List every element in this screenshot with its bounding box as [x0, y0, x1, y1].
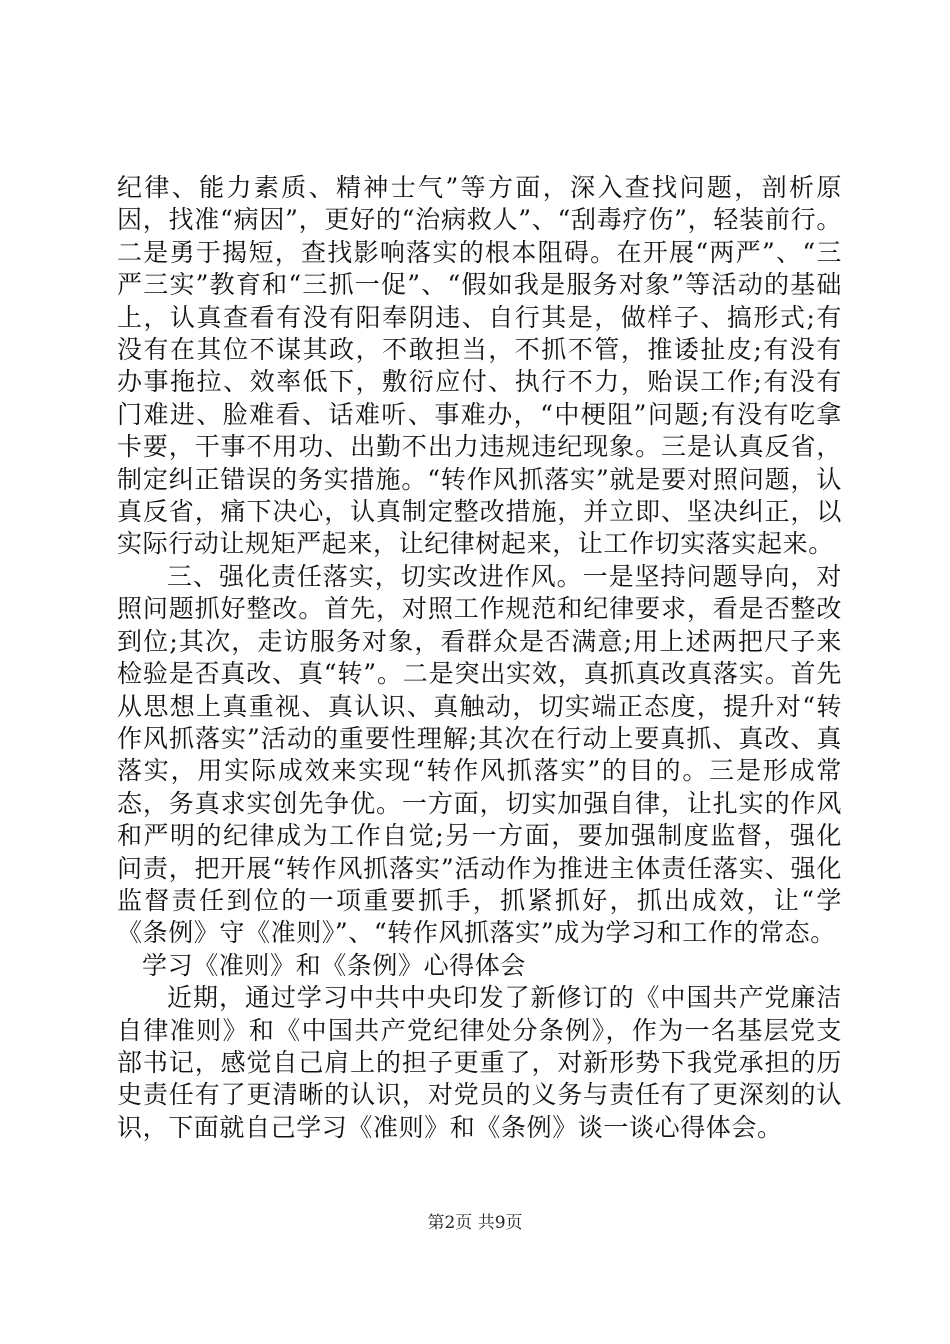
article-title: 学习《准则》和《条例》心得体会	[142, 950, 527, 980]
paragraph-continuation: 纪律、能力素质、精神士气”等方面，深入查找问题，剖析原因，找准“病因”，更好的“治病救人”、“刮毒疗伤”，轻装前行。二是勇于揭短，查找影响落实的根本阻碍。在开展“两严”、“三严三实”教育和“三抓一促”、“假如我是服务对象”等活动的基础上，认真查看有没有阳奉阴违、自行其是，做样子、搞形式;有没有在其位不谋其政，不敢担当，不抓不管，推诿扯皮;有没有办事拖拉、效率低下，敷衍应付、执行不力，贻误工作;有没有门难进、脸难看、话难听、事难办，“中梗阻”问题;有没有吃拿卡要，干事不用功、出勤不出力违规违纪现象。三是认真反省，制定纠正错误的务实措施。“转作风抓落实”就是要对照问题，认真反省，痛下决心，认真制定整改措施，并立即、坚决纠正，以实际行动让规矩严起来，让纪律树起来，让工作切实落实起来。	[117, 173, 842, 559]
paragraph-intro: 近期，通过学习中共中央印发了新修订的《中国共产党廉洁自律准则》和《中国共产党纪律处分条例》，作为一名基层党支部书记，感觉自己肩上的担子更重了，对新形势下我党承担的历史责任有了更清晰的认识，对党员的义务与责任有了更深刻的认识，下面就自己学习《准则》和《条例》谈一谈心得体会。	[117, 983, 842, 1142]
paragraph-section-three: 三、强化责任落实，切实改进作风。一是坚持问题导向，对照问题抓好整改。首先，对照工作规范和纪律要求，看是否整改到位;其次，走访服务对象，看群众是否满意;用上述两把尺子来检验是否真改、真“转”。二是突出实效，真抓真改真落实。首先从思想上真重视、真认识、真触动，切实端正态度，提升对“转作风抓落实”活动的重要性理解;其次在行动上要真抓、真改、真落实，用实际成效来实现“转作风抓落实”的目的。三是形成常态，务真求实创先争优。一方面，切实加强自律，让扎实的作风和严明的纪律成为工作自觉;另一方面，要加强制度监督，强化问责，把开展“转作风抓落实”活动作为推进主体责任落实、强化监督责任到位的一项重要抓手，抓紧抓好，抓出成效，让“学《条例》守《准则》”、“转作风抓落实”成为学习和工作的常态。	[117, 561, 842, 948]
page-number-footer: 第2页 共9页	[427, 1213, 523, 1233]
document-body	[117, 172, 842, 1144]
